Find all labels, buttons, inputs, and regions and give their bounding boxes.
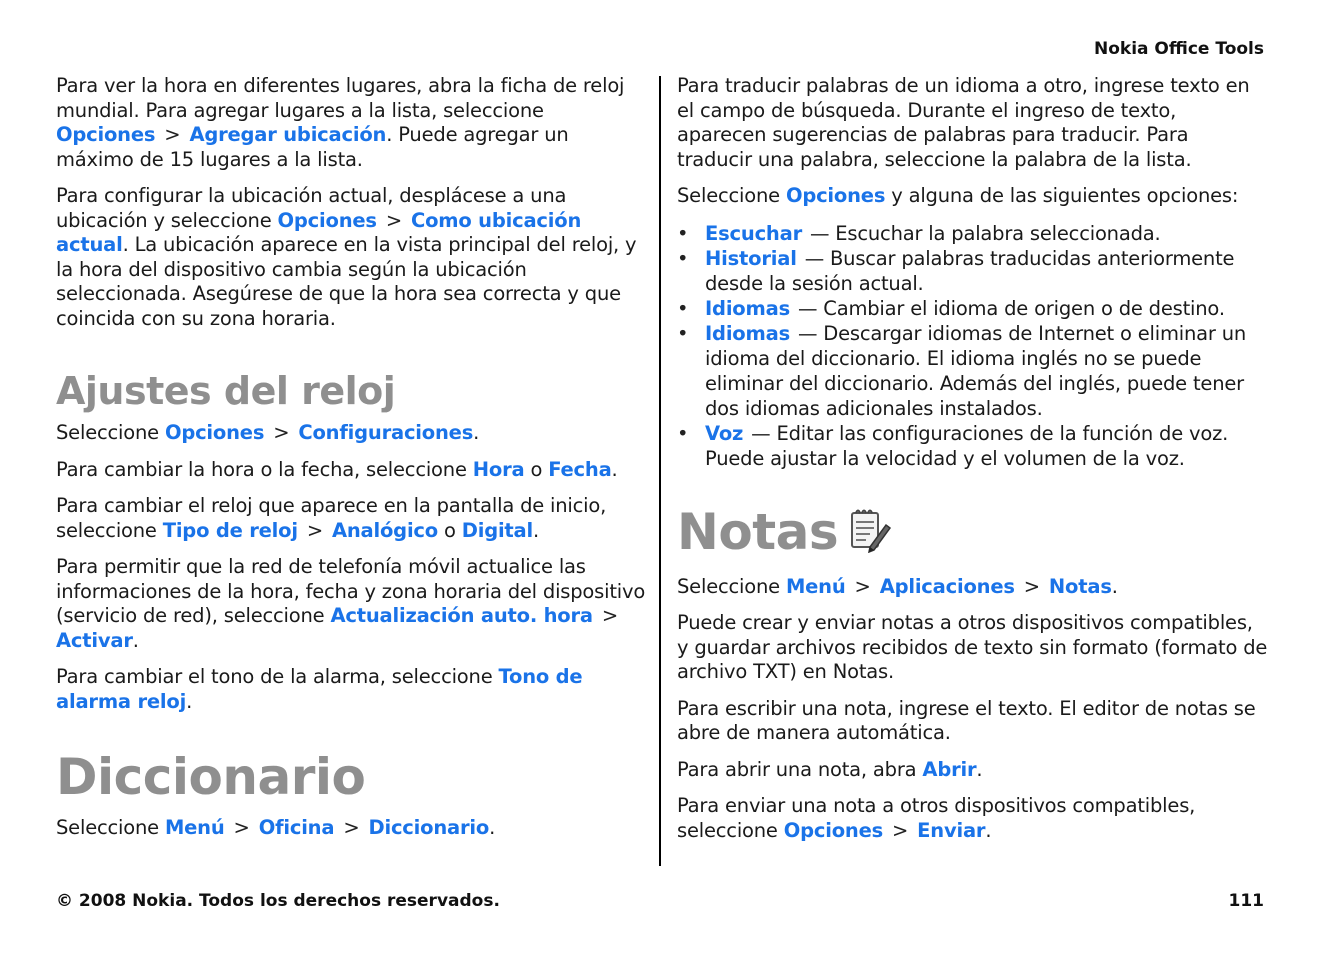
paragraph-clock-settings: Seleccione Opciones > Configuraciones. [56,421,480,444]
link-actualizacion-auto-hora[interactable]: Actualización auto. hora [330,604,593,627]
link-tono-de-alarma-reloj[interactable]: Tono de alarma reloj [56,665,583,713]
paragraph-world-clock: Para ver la hora en diferentes lugares, abra la ficha de reloj mundial. Para agregar lugares a la lista, seleccione Opciones > Agregar ubicación. Puede agregar un máximo de 15 lugares a la lista. [56,74,625,171]
link-opciones[interactable]: Opciones [164,421,265,444]
left-column [56,74,648,841]
heading-ajustes-del-reloj: Ajustes del reloj [56,369,396,413]
list-item: • Idiomas — Cambiar el idioma de origen o de destino. [677,296,1269,321]
paragraph-options-intro: Seleccione Opciones y alguna de las siguientes opciones: [677,184,1239,207]
menu-separator: > [343,816,360,839]
list-item: • Historial — Buscar palabras traducidas anteriormente desde la sesión actual. [677,246,1269,296]
footer-copyright: © 2008 Nokia. Todos los derechos reservados. [56,891,500,911]
paragraph-alarm-tone: Para cambiar el tono de la alarma, seleccione Tono de alarma reloj. [56,665,583,713]
paragraph-notes-open: Para abrir una nota, abra Abrir. [677,757,983,781]
link-configuraciones[interactable]: Configuraciones [298,421,474,444]
link-menu[interactable]: Menú [785,574,846,598]
link-aplicaciones[interactable]: Aplicaciones [879,574,1015,598]
paragraph-clock-type: Para cambiar el reloj que aparece en la pantalla de inicio, seleccione Tipo de reloj > Analógico o Digital. [56,494,607,542]
list-item: • Idiomas — Descargar idiomas de Internet o eliminar un idioma del diccionario. El idioma inglés no se puede eliminar del diccionario. Además del inglés, puede tener dos idiomas adicionales instalados. [677,321,1269,421]
link-notas[interactable]: Notas [1048,574,1112,598]
option-idiomas-download[interactable]: Idiomas [705,321,790,345]
link-menu[interactable]: Menú [164,816,225,839]
link-opciones[interactable]: Opciones [783,818,884,842]
heading-diccionario: Diccionario [56,748,366,806]
paragraph-notes-send: Para enviar una nota a otros dispositivos compatibles, seleccione Opciones > Enviar. [677,794,1196,842]
notepad-pencil-icon [848,507,892,565]
paragraph-notes-write: Para escribir una nota, ingrese el texto. El editor de notas se abre de manera automática. [677,696,1256,744]
paragraph-network-time: Para permitir que la red de telefonía móvil actualice las informaciones de la hora, fecha y zona horaria del dispositivo (servicio de red), seleccione Actualización auto. hora >Activar. [56,555,646,652]
paragraph-notes-create: Puede crear y enviar notas a otros dispositivos compatibles, y guardar archivos recibidos de texto sin formato (formato de archivo TXT) en Notas. [677,611,1268,683]
paragraph-dictionary-path: Seleccione Menú > Oficina > Diccionario. [56,816,496,839]
page-number: 111 [1228,891,1264,911]
link-activar[interactable]: Activar [56,628,133,652]
link-analogico[interactable]: Analógico [331,518,438,542]
menu-separator: > [892,818,909,842]
list-item: • Escuchar — Escuchar la palabra seleccionada. [677,221,1269,246]
link-hora[interactable]: Hora [472,457,525,481]
link-opciones[interactable]: Opciones [785,184,886,207]
link-oficina[interactable]: Oficina [258,816,335,839]
option-historial[interactable]: Historial [705,246,797,270]
link-opciones[interactable]: Opciones [277,208,377,232]
column-divider [659,76,661,866]
paragraph-current-location: Para configurar la ubicación actual, desplácese a una ubicación y seleccione Opciones > Como ubicación actual. La ubicación aparece en la vista principal del reloj, y la hora del dispositivo cambia según la ubicación seleccionada. Asegúrese de que la hora sea correcta y que coincida con su zona horaria. [56,184,637,330]
option-idiomas[interactable]: Idiomas [705,296,790,320]
option-escuchar[interactable]: Escuchar [705,221,802,245]
link-digital[interactable]: Digital [461,518,533,542]
option-voz[interactable]: Voz [705,421,744,445]
menu-separator: > [601,604,619,627]
paragraph-notes-path: Seleccione Menú > Aplicaciones > Notas. [677,574,1118,598]
menu-separator: > [273,421,290,444]
link-enviar[interactable]: Enviar [917,818,986,842]
options-list [677,221,1269,471]
menu-separator: > [854,574,871,598]
paragraph-translate: Para traducir palabras de un idioma a otro, ingrese texto en el campo de búsqueda. Durante el ingreso de texto, aparecen sugerencias de palabras para traducir. Para traducir una palabra, seleccione la palabra de la lista. [677,74,1250,171]
right-column [677,74,1269,843]
menu-separator: > [385,208,402,232]
link-fecha[interactable]: Fecha [548,457,612,481]
menu-separator: > [164,123,181,146]
heading-notas: Notas [677,503,1269,565]
link-diccionario[interactable]: Diccionario [368,816,490,839]
link-como-ubicacion-actual[interactable]: Como ubicación actual [56,208,582,256]
paragraph-time-date: Para cambiar la hora o la fecha, seleccione Hora o Fecha. [56,457,618,481]
link-opciones[interactable]: Opciones [56,123,156,146]
menu-separator: > [306,518,323,542]
list-item: • Voz — Editar las configuraciones de la función de voz. Puede ajustar la velocidad y el volumen de la voz. [677,421,1269,471]
menu-separator: > [1023,574,1040,598]
link-agregar-ubicacion[interactable]: Agregar ubicación [189,123,387,146]
running-header: Nokia Office Tools [1093,39,1264,59]
link-abrir[interactable]: Abrir [922,757,977,781]
menu-separator: > [233,816,250,839]
link-tipo-de-reloj[interactable]: Tipo de reloj [162,518,298,542]
